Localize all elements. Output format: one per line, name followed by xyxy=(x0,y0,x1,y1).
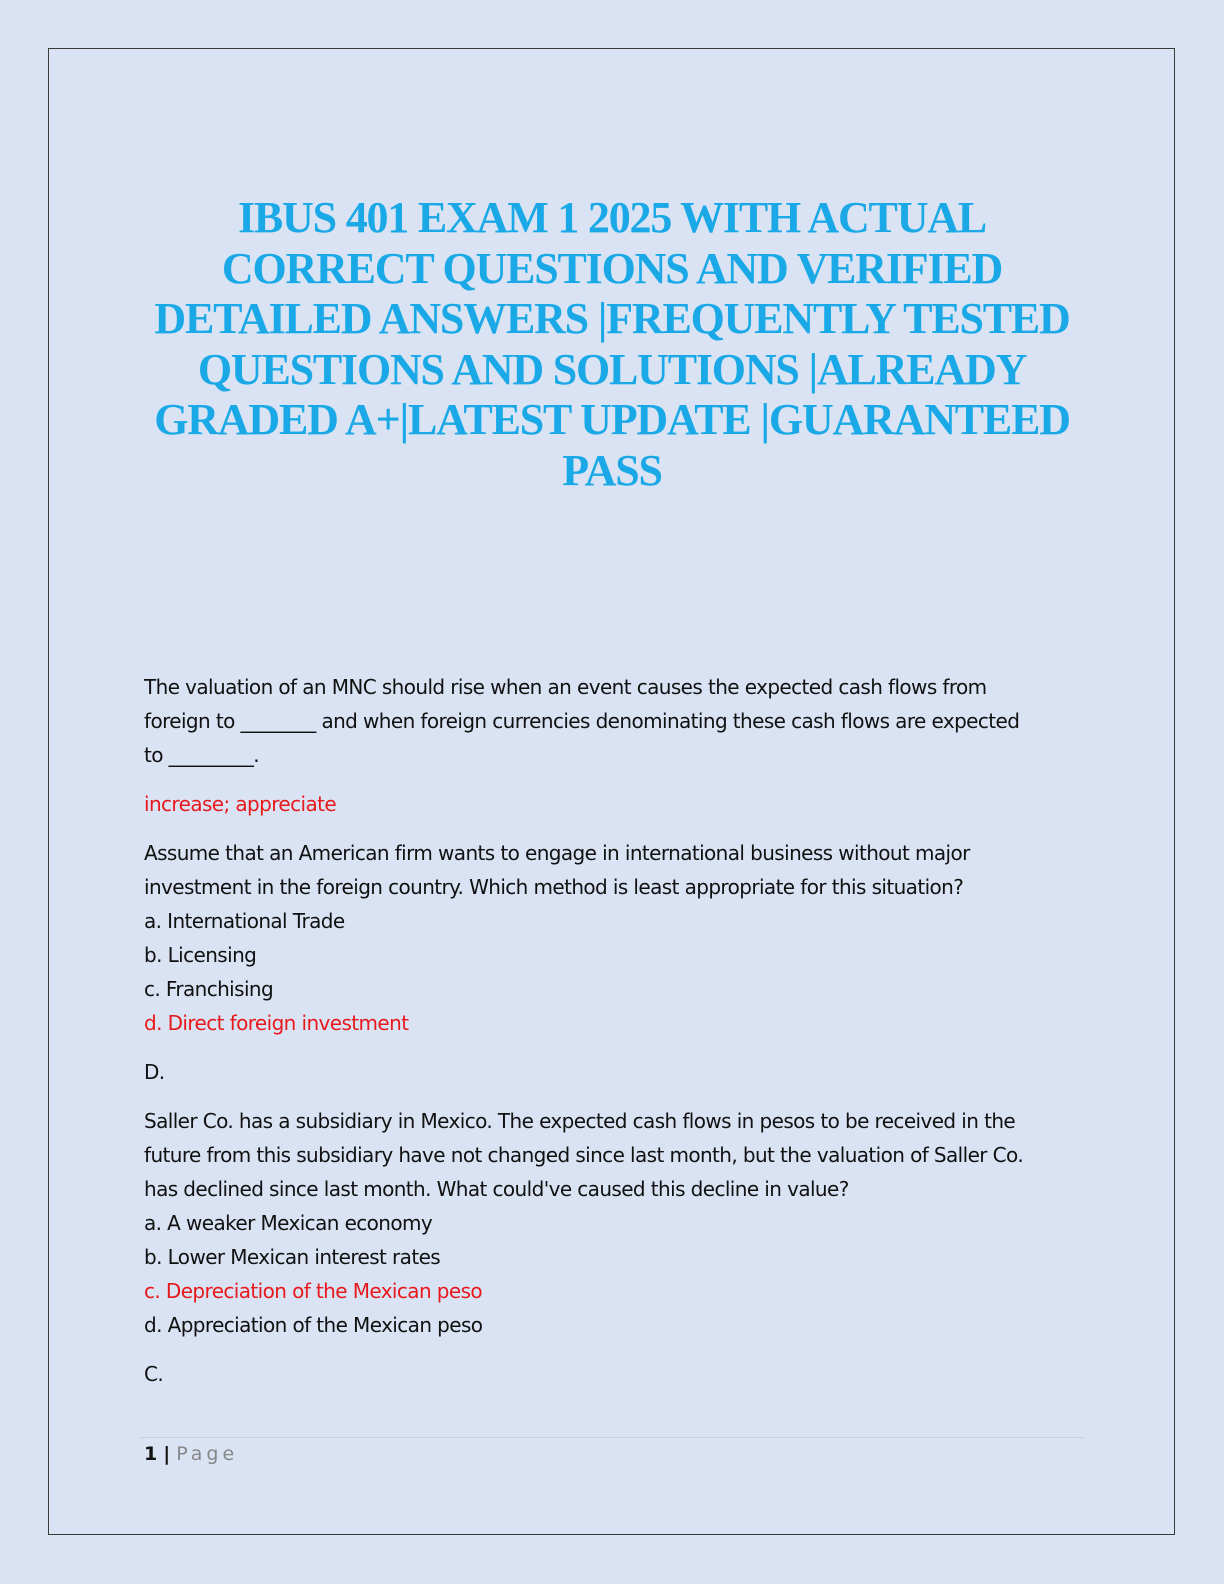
page-number: 1 xyxy=(144,1443,158,1465)
option-d: d. Appreciation of the Mexican peso xyxy=(144,1313,483,1337)
option-b: b. Lower Mexican interest rates xyxy=(144,1245,441,1269)
question-text-line: has declined since last month. What could've caused this decline in value? xyxy=(144,1177,849,1201)
question-2-block xyxy=(144,836,1084,1040)
option-d-correct: d. Direct foreign investment xyxy=(144,1011,409,1035)
question-2-answer: D. xyxy=(144,1060,165,1084)
option-a: a. A weaker Mexican economy xyxy=(144,1211,433,1235)
document-title: IBUS 401 EXAM 1 2025 WITH ACTUAL CORRECT QUESTIONS AND VERIFIED DETAILED ANSWERS |FREQUENTLY TESTED QUESTIONS AND SOLUTIONS |ALREADY GRADED A+|LATEST UPDATE |GUARANTEED PASS xyxy=(154,193,1070,495)
page-footer xyxy=(144,1440,238,1468)
page-label: Page xyxy=(176,1443,239,1465)
option-c-correct: c. Depreciation of the Mexican peso xyxy=(144,1279,483,1303)
question-text-line: Assume that an American firm wants to engage in international business without major xyxy=(144,841,970,865)
question-text-line: future from this subsidiary have not changed since last month, but the valuation of Saller Co. xyxy=(144,1143,1024,1167)
question-3-block xyxy=(144,1104,1084,1342)
question-text-line: investment in the foreign country. Which method is least appropriate for this situation? xyxy=(144,875,964,899)
question-3-answer: C. xyxy=(144,1362,164,1386)
option-c: c. Franchising xyxy=(144,977,274,1001)
question-text-line: to _________. xyxy=(144,743,259,767)
document-body xyxy=(144,670,1084,1406)
option-a: a. International Trade xyxy=(144,909,345,933)
question-text-line: foreign to ________ and when foreign currencies denominating these cash flows are expected xyxy=(144,709,1020,733)
footer-divider xyxy=(140,1437,1085,1438)
question-1-answer: increase; appreciate xyxy=(144,792,337,816)
question-1-stem xyxy=(144,670,1084,772)
option-b: b. Licensing xyxy=(144,943,257,967)
question-text-line: Saller Co. has a subsidiary in Mexico. The expected cash flows in pesos to be received in the xyxy=(144,1109,1016,1133)
footer-separator: | xyxy=(163,1443,171,1465)
question-text-line: The valuation of an MNC should rise when an event causes the expected cash flows from xyxy=(144,675,987,699)
